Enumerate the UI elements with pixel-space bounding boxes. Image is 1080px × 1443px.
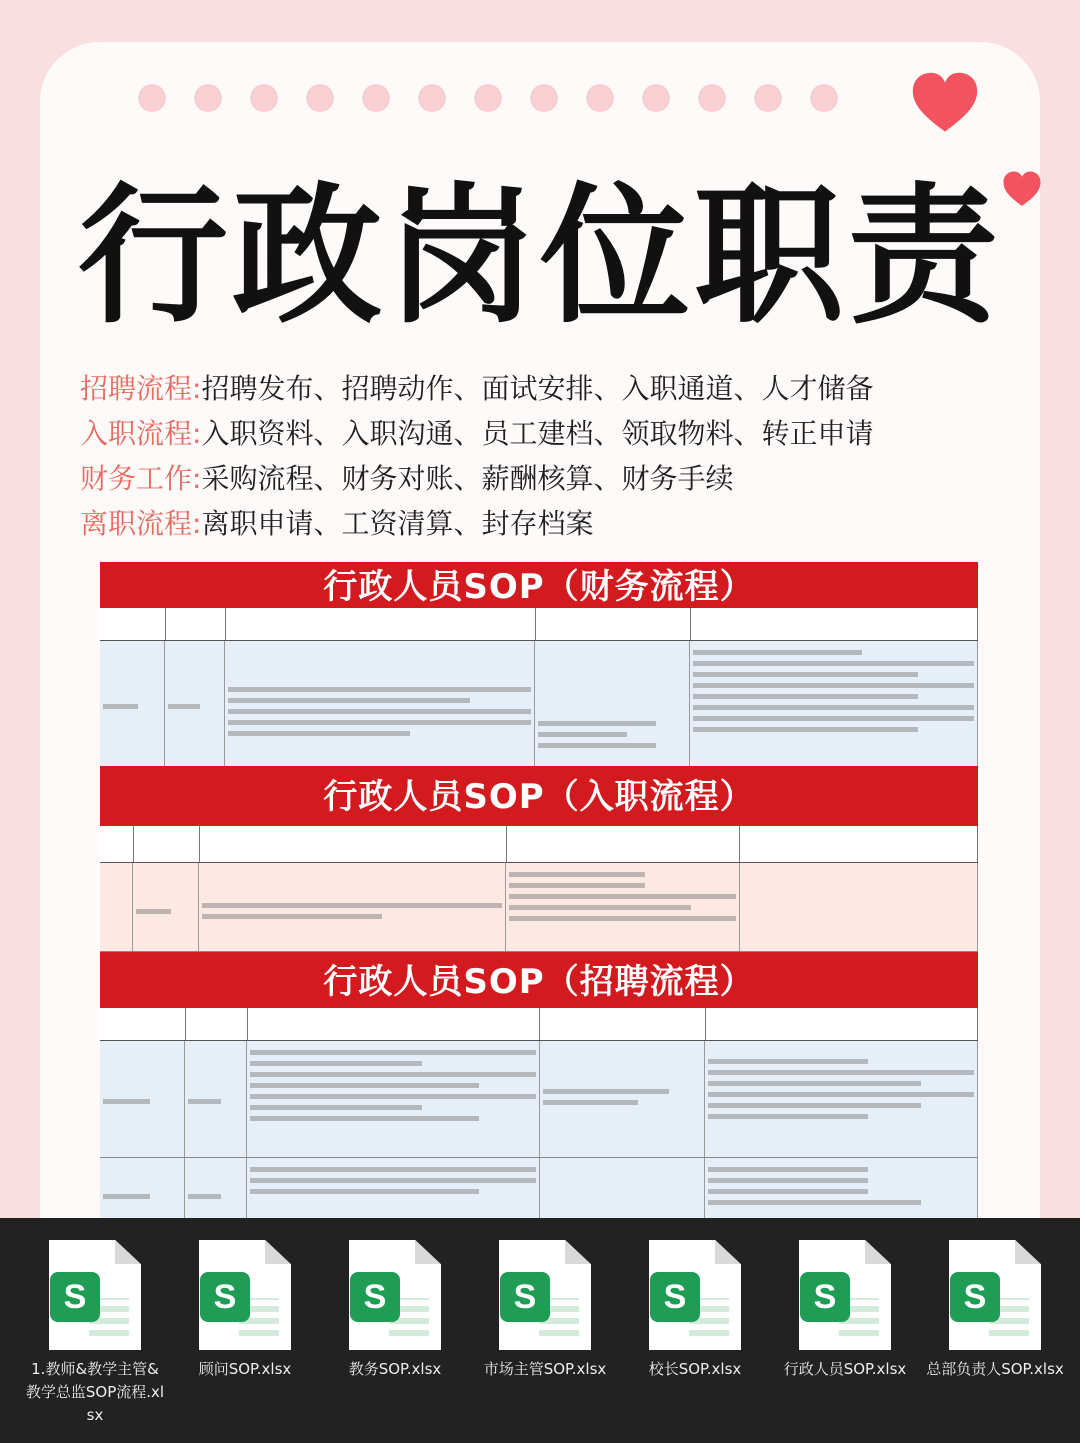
duty-line-recruit: 招聘流程:招聘发布、招聘动作、面试安排、入职通道、人才储备 [80, 372, 874, 405]
page-title: 行政岗位职责 [77, 170, 1002, 344]
excel-s-icon: S [950, 1272, 1000, 1322]
file-name: 校长SOP.xlsx [648, 1360, 742, 1378]
decorative-dots [138, 84, 838, 112]
excel-s-icon: S [350, 1272, 400, 1322]
file-name: 市场主管SOP.xlsx [483, 1360, 607, 1378]
sheet-row [100, 641, 978, 766]
duty-line-finance: 财务工作:采购流程、财务对账、薪酬核算、财务手续 [80, 462, 734, 495]
file-item-admin-sop[interactable] [770, 1230, 920, 1427]
file-list-bar [0, 1218, 1080, 1443]
excel-s-icon: S [800, 1272, 850, 1322]
excel-s-icon: S [50, 1272, 100, 1322]
file-name: 1.教师&教学主管&教学总监SOP流程.xlsx [25, 1360, 165, 1424]
file-name: 顾问SOP.xlsx [198, 1360, 292, 1378]
file-item-academic-sop[interactable] [320, 1230, 470, 1427]
file-name: 总部负责人SOP.xlsx [926, 1360, 1064, 1378]
sheet-header-row [100, 608, 978, 641]
sop-sheet-recruiting [100, 952, 978, 1218]
sheet-banner: 行政人员SOP（入职流程） [100, 766, 978, 826]
sheet-row [100, 863, 978, 952]
excel-s-icon: S [500, 1272, 550, 1322]
sheet-row [100, 1158, 978, 1218]
duty-line-resign: 离职流程:离职申请、工资清算、封存档案 [80, 507, 594, 540]
file-item-marketing-sop[interactable] [470, 1230, 620, 1427]
sheet-header-row [100, 1008, 978, 1041]
duty-line-onboard: 入职流程:入职资料、入职沟通、员工建档、领取物料、转正申请 [80, 417, 874, 450]
sop-sheet-finance [100, 562, 978, 766]
duty-list [80, 366, 873, 546]
file-item-consultant-sop[interactable] [170, 1230, 320, 1427]
heart-icon [910, 70, 980, 140]
sheet-row [100, 1041, 978, 1158]
file-name: 教务SOP.xlsx [348, 1360, 442, 1378]
file-name: 行政人员SOP.xlsx [783, 1360, 907, 1378]
file-item-teacher-sop[interactable] [20, 1230, 170, 1427]
sheet-banner: 行政人员SOP（招聘流程） [100, 952, 978, 1008]
file-item-hq-sop[interactable] [920, 1230, 1070, 1427]
excel-s-icon: S [200, 1272, 250, 1322]
sop-sheet-onboarding [100, 766, 978, 952]
sheet-header-row [100, 826, 978, 863]
file-item-principal-sop[interactable] [620, 1230, 770, 1427]
excel-s-icon: S [650, 1272, 700, 1322]
sheet-banner: 行政人员SOP（财务流程） [100, 562, 978, 608]
